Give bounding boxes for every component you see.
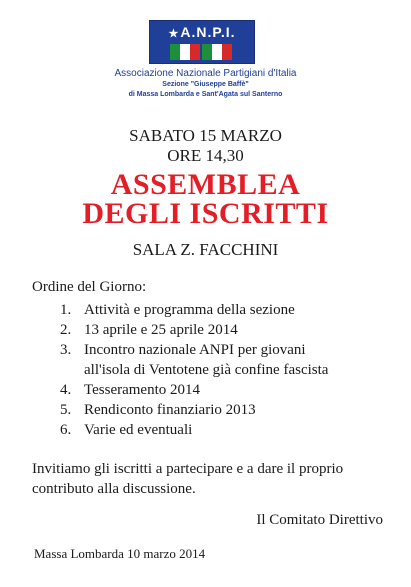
agenda-item-number: 1.: [60, 302, 72, 318]
agenda-item: [60, 340, 328, 380]
flag-stripe-red: [222, 44, 232, 60]
agenda-item: [60, 380, 328, 400]
agenda-item-text-continued: all'isola di Ventotene già confine fascista: [84, 362, 329, 378]
agenda-item-text: Incontro nazionale ANPI per giovani: [84, 342, 306, 358]
agenda-item-number: 5.: [60, 402, 72, 418]
agenda-item-text: Varie ed eventuali: [84, 422, 193, 438]
association-location: di Massa Lombarda e Sant'Agata sul Santerno: [128, 91, 283, 98]
agenda-item-number: 3.: [60, 342, 72, 358]
event-date: SABATO 15 MARZO: [129, 126, 282, 145]
agenda-item-text: Rendiconto finanziario 2013: [84, 402, 256, 418]
agenda-item: [60, 400, 328, 420]
flag-stripe-green: [202, 44, 212, 60]
footer-date-place: Massa Lombarda 10 marzo 2014: [34, 546, 206, 561]
flag-stripe-white: [212, 44, 222, 60]
event-time: ORE 14,30: [167, 146, 244, 165]
star-icon: ★: [168, 28, 180, 40]
agenda-list: [60, 300, 328, 440]
flag-stripe-green: [170, 44, 180, 60]
event-venue: SALA Z. FACCHINI: [132, 240, 279, 259]
event-title-line1: ASSEMBLEA: [110, 168, 301, 201]
agenda-item: [60, 320, 328, 340]
agenda-item-number: 4.: [60, 382, 72, 398]
association-section: Sezione "Giuseppe Baffè": [162, 81, 249, 88]
agenda-item-text: Tesseramento 2014: [84, 382, 201, 398]
agenda-item-number: 6.: [60, 422, 72, 438]
anpi-logo: [149, 20, 255, 64]
agenda-item-text: Attività e programma della sezione: [84, 302, 295, 318]
agenda-item: [60, 300, 328, 320]
association-name: Associazione Nazionale Partigiani d'Italia: [114, 68, 297, 79]
flag-stripe-red: [190, 44, 200, 60]
agenda-item: [60, 420, 328, 440]
logo-title: [150, 24, 254, 40]
invitation-text: Invitiamo gli iscritti a partecipare e a dare il proprio contributo alla discussione.: [32, 461, 344, 497]
logo-text: A.N.P.I.: [180, 24, 236, 40]
event-title-line2: DEGLI ISCRITTI: [82, 197, 329, 230]
flag-stripe-white: [180, 44, 190, 60]
agenda-item-number: 2.: [60, 322, 72, 338]
agenda-heading: Ordine del Giorno:: [32, 279, 147, 295]
agenda-item-text: 13 aprile e 25 aprile 2014: [84, 322, 238, 338]
signature: Il Comitato Direttivo: [256, 512, 383, 528]
